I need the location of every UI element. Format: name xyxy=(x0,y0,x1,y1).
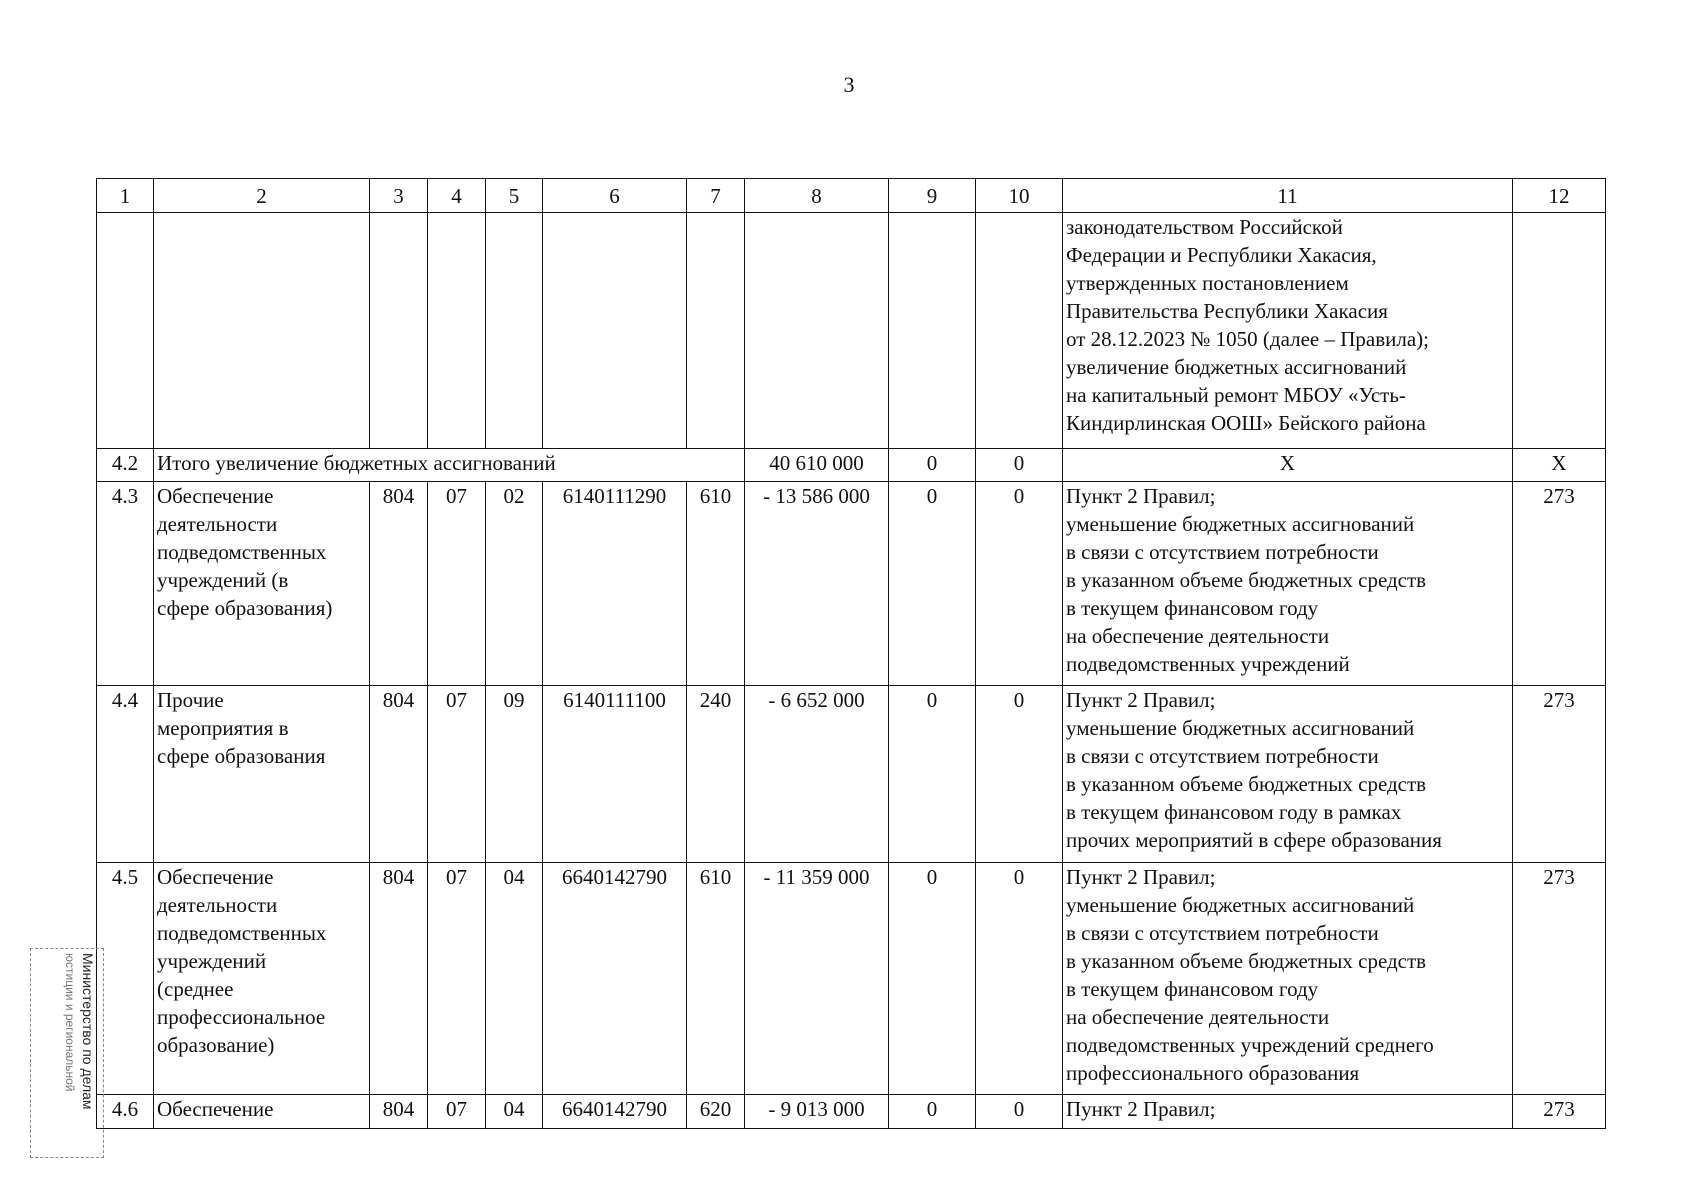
expense-type-cell: 240 xyxy=(687,686,745,863)
amount-current-year-cell: - 11 359 000 xyxy=(745,863,889,1095)
subsection-code-cell: 02 xyxy=(486,482,543,686)
column-header: 5 xyxy=(486,179,543,213)
code-cell: 273 xyxy=(1513,686,1606,863)
item-name-cell: Прочие мероприятия в сфере образования xyxy=(154,686,370,863)
justification-cell: Пункт 2 Правил; xyxy=(1063,1095,1513,1129)
row-number-cell: 4.6 xyxy=(97,1095,154,1129)
column-header: 2 xyxy=(154,179,370,213)
amount-year-3-cell: 0 xyxy=(976,449,1063,482)
amount-current-year-cell: - 9 013 000 xyxy=(745,1095,889,1129)
column-header: 7 xyxy=(687,179,745,213)
section-code-cell xyxy=(428,213,486,449)
amount-year-3-cell: 0 xyxy=(976,686,1063,863)
row-number-cell xyxy=(97,213,154,449)
table-row xyxy=(97,1095,1606,1129)
target-article-cell: 6140111100 xyxy=(543,686,687,863)
department-code-cell: 804 xyxy=(370,863,428,1095)
column-header: 12 xyxy=(1513,179,1606,213)
stamp-line-2: юстиции и региональной xyxy=(63,953,77,1092)
stamp-line-1: Министерство по делам xyxy=(80,953,96,1110)
amount-current-year-cell: - 6 652 000 xyxy=(745,686,889,863)
department-code-cell: 804 xyxy=(370,482,428,686)
section-code-cell: 07 xyxy=(428,686,486,863)
table-row-total xyxy=(97,449,1606,482)
subsection-code-cell: 09 xyxy=(486,686,543,863)
justification-cell: Х xyxy=(1063,449,1513,482)
total-label-cell: Итого увеличение бюджетных ассигнований xyxy=(154,449,745,482)
target-article-cell: 6140111290 xyxy=(543,482,687,686)
expense-type-cell: 610 xyxy=(687,482,745,686)
amount-year-3-cell xyxy=(976,213,1063,449)
target-article-cell: 6640142790 xyxy=(543,1095,687,1129)
justification-cell: Пункт 2 Правил; уменьшение бюджетных ассигнований в связи с отсутствием потребности в указанном объеме бюджетных средств в текущем финансовом году на обеспечение деятельности подведомственных учреждений xyxy=(1063,482,1513,686)
item-name-cell: Обеспечение деятельности подведомственных учреждений (среднее профессиональное образование) xyxy=(154,863,370,1095)
column-header: 6 xyxy=(543,179,687,213)
amount-current-year-cell: - 13 586 000 xyxy=(745,482,889,686)
section-code-cell: 07 xyxy=(428,863,486,1095)
table-row xyxy=(97,863,1606,1095)
justification-cell: Пункт 2 Правил; уменьшение бюджетных ассигнований в связи с отсутствием потребности в указанном объеме бюджетных средств в текущем финансовом году на обеспечение деятельности подведомственных учреждений среднего профессионального образования xyxy=(1063,863,1513,1095)
justification-cell: Пункт 2 Правил; уменьшение бюджетных ассигнований в связи с отсутствием потребности в указанном объеме бюджетных средств в текущем финансовом году в рамках прочих мероприятий в сфере образования xyxy=(1063,686,1513,863)
amount-year-2-cell: 0 xyxy=(889,482,976,686)
row-number-cell: 4.4 xyxy=(97,686,154,863)
code-cell: 273 xyxy=(1513,863,1606,1095)
amount-current-year-cell xyxy=(745,213,889,449)
amount-year-3-cell: 0 xyxy=(976,482,1063,686)
table-row xyxy=(97,482,1606,686)
stamp-text xyxy=(31,949,103,1157)
expense-type-cell: 610 xyxy=(687,863,745,1095)
amount-year-2-cell xyxy=(889,213,976,449)
budget-allocation-table xyxy=(96,178,1606,1129)
expense-type-cell xyxy=(687,213,745,449)
registration-stamp xyxy=(30,948,104,1158)
expense-type-cell: 620 xyxy=(687,1095,745,1129)
amount-year-2-cell: 0 xyxy=(889,449,976,482)
page-number: 3 xyxy=(843,72,855,97)
item-name-cell xyxy=(154,213,370,449)
item-name-cell: Обеспечение xyxy=(154,1095,370,1129)
column-header: 10 xyxy=(976,179,1063,213)
column-header: 8 xyxy=(745,179,889,213)
row-number-cell: 4.2 xyxy=(97,449,154,482)
amount-year-2-cell: 0 xyxy=(889,686,976,863)
column-number-header-row xyxy=(97,179,1606,213)
column-header: 1 xyxy=(97,179,154,213)
amount-year-2-cell: 0 xyxy=(889,863,976,1095)
row-number-cell: 4.3 xyxy=(97,482,154,686)
amount-year-3-cell: 0 xyxy=(976,1095,1063,1129)
amount-current-year-cell: 40 610 000 xyxy=(745,449,889,482)
column-header: 4 xyxy=(428,179,486,213)
code-cell xyxy=(1513,213,1606,449)
department-code-cell: 804 xyxy=(370,1095,428,1129)
column-header: 9 xyxy=(889,179,976,213)
code-cell: 273 xyxy=(1513,1095,1606,1129)
amount-year-3-cell: 0 xyxy=(976,863,1063,1095)
column-header: 11 xyxy=(1063,179,1513,213)
code-cell: Х xyxy=(1513,449,1606,482)
subsection-code-cell xyxy=(486,213,543,449)
section-code-cell: 07 xyxy=(428,1095,486,1129)
table-row xyxy=(97,686,1606,863)
target-article-cell: 6640142790 xyxy=(543,863,687,1095)
justification-cell: законодательством Российской Федерации и Республики Хакасия, утвержденных постановлением Правительства Республики Хакасия от 28.12.2023 № 1050 (далее – Правила); увеличение бюджетных ассигнований на капитальный ремонт МБОУ «Усть- Киндирлинская ООШ» Бейского района xyxy=(1063,213,1513,449)
code-cell: 273 xyxy=(1513,482,1606,686)
item-name-cell: Обеспечение деятельности подведомственных учреждений (в сфере образования) xyxy=(154,482,370,686)
amount-year-2-cell: 0 xyxy=(889,1095,976,1129)
department-code-cell: 804 xyxy=(370,686,428,863)
subsection-code-cell: 04 xyxy=(486,1095,543,1129)
subsection-code-cell: 04 xyxy=(486,863,543,1095)
department-code-cell xyxy=(370,213,428,449)
section-code-cell: 07 xyxy=(428,482,486,686)
table-row-continuation xyxy=(97,213,1606,449)
target-article-cell xyxy=(543,213,687,449)
row-number-cell: 4.5 xyxy=(97,863,154,1095)
column-header: 3 xyxy=(370,179,428,213)
